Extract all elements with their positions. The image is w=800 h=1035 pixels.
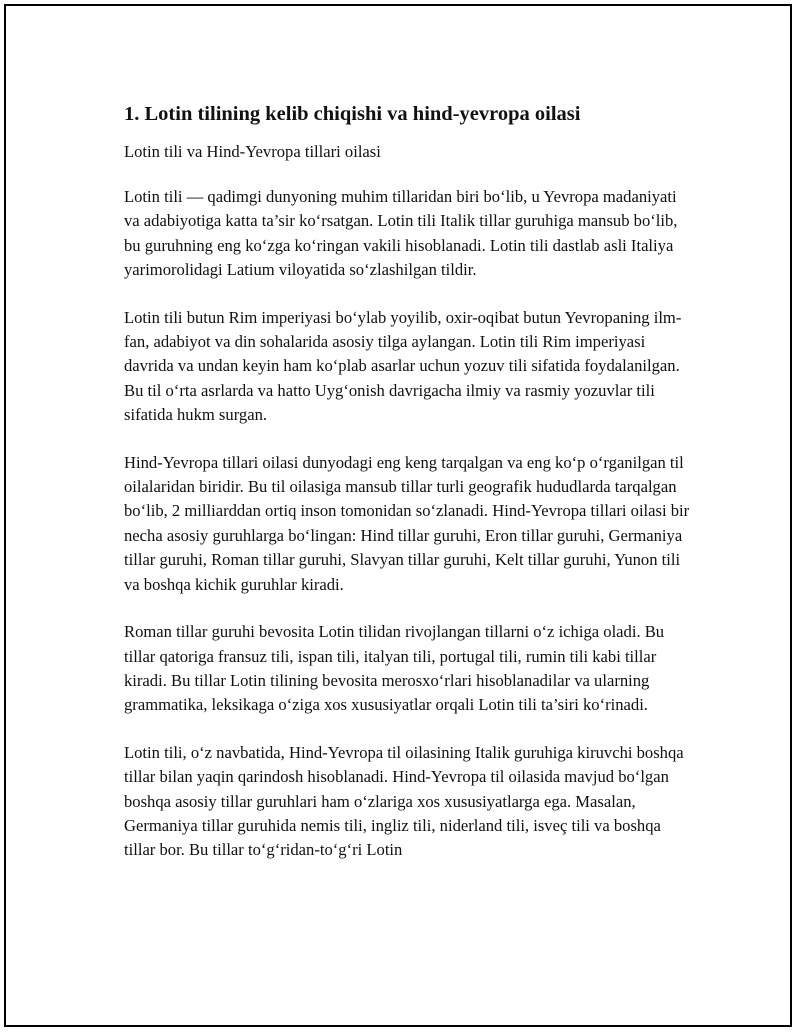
paragraph-4: Roman tillar guruhi bevosita Lotin tilidan rivojlangan tillarni o‘z ichiga oladi. Bu tillar qatoriga fransuz tili, ispan tili, italyan tili, portugal tili, rumin tili kabi tillar kiradi. Bu tillar Lotin tilining bevosita merosxo‘rlari hisoblanadilar va ularning grammatika, leksikaga o‘ziga xos xususiyatlar orqali Lotin tili ta’siri ko‘rinadi. <box>124 622 665 715</box>
section-heading: 1. Lotin tilining kelib chiqishi va hind-yevropa oilasi <box>124 103 581 125</box>
paragraph-1: Lotin tili — qadimgi dunyoning muhim tillaridan biri bo‘lib, u Yevropa madaniyati va adabiyotiga katta ta’sir ko‘rsatgan. Lotin tili Italik tillar guruhiga mansub bo‘lib, bu guruhning eng ko‘zga ko‘ringan vakili hisoblanadi. Lotin tili dastlab asli Italiya yarimorolidagi Latium viloyatida so‘zlashilgan tildir. <box>124 187 678 280</box>
page-frame <box>4 4 792 1027</box>
section-subtitle: Lotin tili va Hind-Yevropa tillari oilasi <box>124 142 381 161</box>
paragraph-2: Lotin tili butun Rim imperiyasi bo‘ylab yoyilib, oxir-oqibat butun Yevropaning ilm-fan, adabiyot va din sohalarida asosiy tilga aylangan. Lotin tili Rim imperiyasi davrida va undan keyin ham ko‘plab asarlar uchun yozuv tili sifatida foydalanilgan. Bu til o‘rta asrlarda va hatto Uyg‘onish davrigacha ilmiy va rasmiy yozuvlar tili sifatida hukm surgan. <box>124 307 682 425</box>
document-body <box>124 101 694 886</box>
paragraph-3: Hind-Yevropa tillari oilasi dunyodagi eng keng tarqalgan va eng ko‘p o‘rganilgan til oilalaridan biridir. Bu til oilasiga mansub tillar turli geografik hududlarda tarqalgan bo‘lib, 2 milliarddan ortiq inson tomonidan so‘zlanadi. Hind-Yevropa tillari oilasi bir necha asosiy guruhlarga bo‘lingan: Hind tillar guruhi, Eron tillar guruhi, Germaniya tillar guruhi, Roman tillar guruhi, Slavyan tillar guruhi, Kelt tillar guruhi, Yunon tili va boshqa kichik guruhlar kiradi. <box>124 452 690 594</box>
paragraph-5: Lotin tili, o‘z navbatida, Hind-Yevropa til oilasining Italik guruhiga kiruvchi boshqa tillar bilan yaqin qarindosh hisoblanadi. Hind-Yevropa til oilasida mavjud bo‘lgan boshqa asosiy tillar guruhlari ham o‘zlariga xos xususiyatlarga ega. Masalan, Germaniya tillar guruhida nemis tili, ingliz tili, niderland tili, isveç tili va boshqa tillar bor. Bu tillar to‘g‘ridan-to‘g‘ri Lotin <box>124 742 684 860</box>
